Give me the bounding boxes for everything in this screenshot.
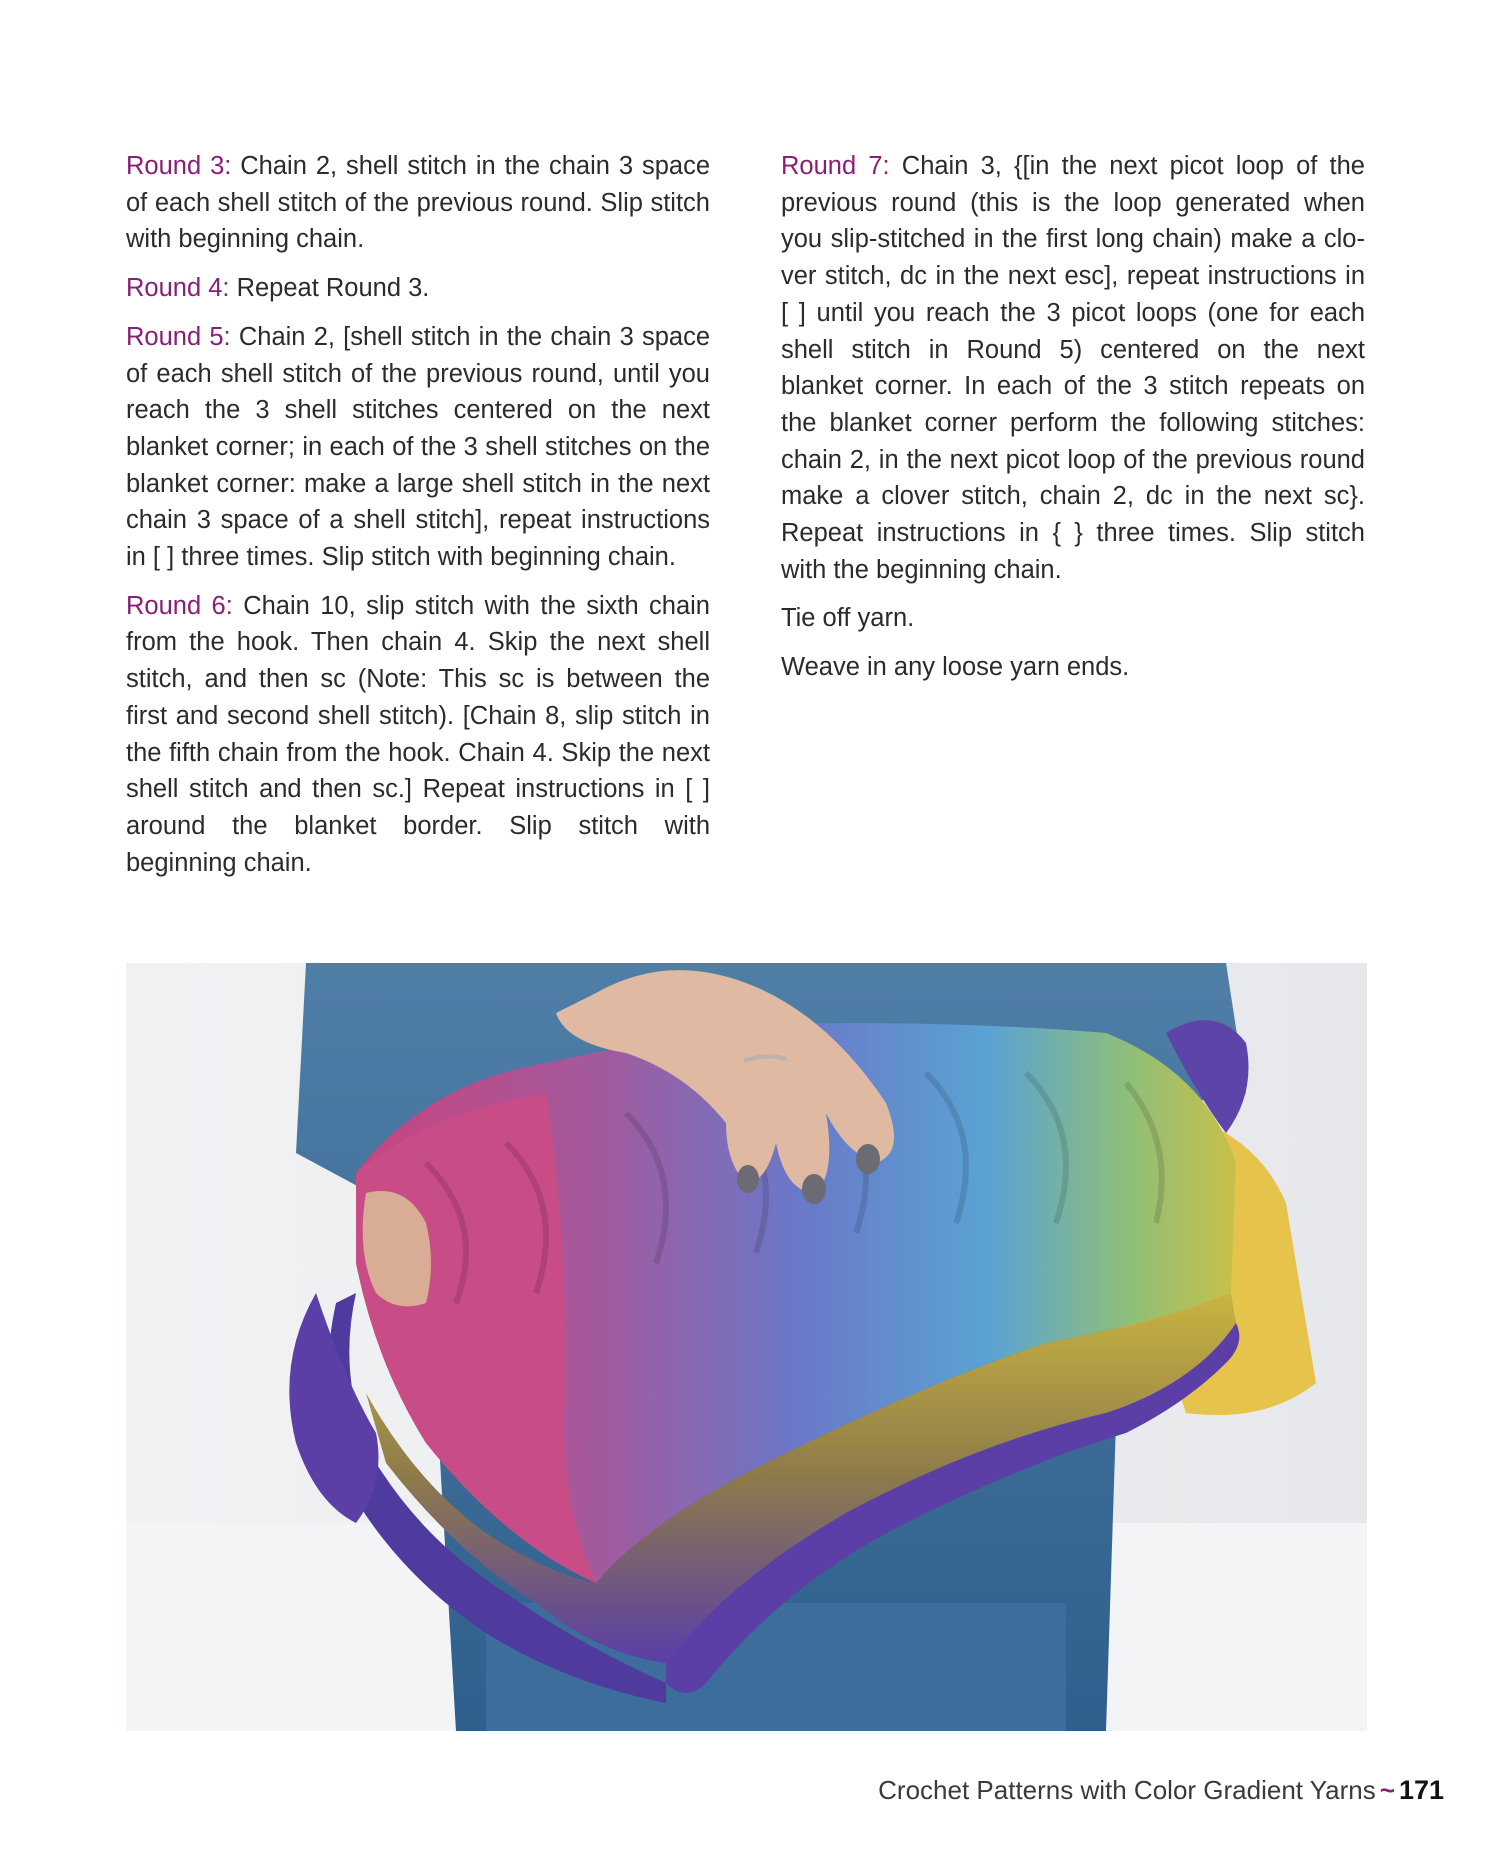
round-3-text: Chain 2, shell stitch in the chain 3 space of each shell stitch of the previous round. Slip stitch with beginning chain. bbox=[126, 152, 710, 254]
round-5-paragraph bbox=[126, 319, 710, 576]
footer-separator: ~ bbox=[1379, 1775, 1395, 1805]
weave-paragraph: Weave in any loose yarn ends. bbox=[781, 653, 1130, 682]
page-footer bbox=[878, 1775, 1444, 1806]
tie-off-paragraph: Tie off yarn. bbox=[781, 604, 915, 633]
round-3-label: Round 3: bbox=[126, 152, 232, 180]
round-6-text: Chain 10, slip stitch with the sixth chain from the hook. Then chain 4. Skip the next shell stitch, and then sc (Note: This sc is between the first and second shell stitch). [Chain 8, slip stitch in the fifth chain from the hook. Chain 4. Skip the next shell stitch and then sc.] Repeat instructions in [ ] around the blanket border. Slip stitch with beginning chain. bbox=[126, 591, 710, 877]
left-column bbox=[126, 148, 710, 893]
round-5-label: Round 5: bbox=[126, 322, 231, 351]
round-7-label: Round 7: bbox=[781, 152, 890, 180]
round-7-paragraph bbox=[781, 148, 1365, 588]
book-title: Crochet Patterns with Color Gradient Yarns bbox=[878, 1775, 1376, 1805]
round-6-label: Round 6: bbox=[126, 591, 233, 620]
round-4-text: Repeat Round 3. bbox=[229, 274, 430, 303]
round-6-paragraph bbox=[126, 588, 710, 882]
round-4-paragraph bbox=[126, 270, 710, 307]
round-4-label: Round 4: bbox=[126, 274, 230, 303]
right-column bbox=[781, 148, 1365, 698]
round-5-text: Chain 2, [shell stitch in the chain 3 space of each shell stitch of the previous round, until you reach the 3 shell stitches centered on the next blanket corner; in each of the 3 shell stitches on the blanket corner: make a large shell stitch in the next chain 3 space of a shell stitch], repeat instructions in [ ] three times. Slip stitch with beginning chain. bbox=[126, 322, 711, 572]
page-number: 171 bbox=[1398, 1775, 1444, 1805]
blanket-photo bbox=[126, 963, 1367, 1731]
round-3-paragraph bbox=[126, 148, 710, 258]
round-7-text: Chain 3, {[in the next picot loop of the previous round (this is the loop generated when you slip-stitched in the first long chain) make a clover stitch, dc in the next esc], repeat instructions in [ ] until you reach the 3 picot loops (one for each shell stitch in Round 5) centered on the next blanket corner. In each of the 3 stitch repeats on the blanket corner perform the following stitches: chain 2, in the next picot loop of the previous round make a clover stitch, chain 2, dc in the next sc}. Repeat instructions in { } three times. Slip stitch with the beginning chain. bbox=[781, 152, 1365, 584]
